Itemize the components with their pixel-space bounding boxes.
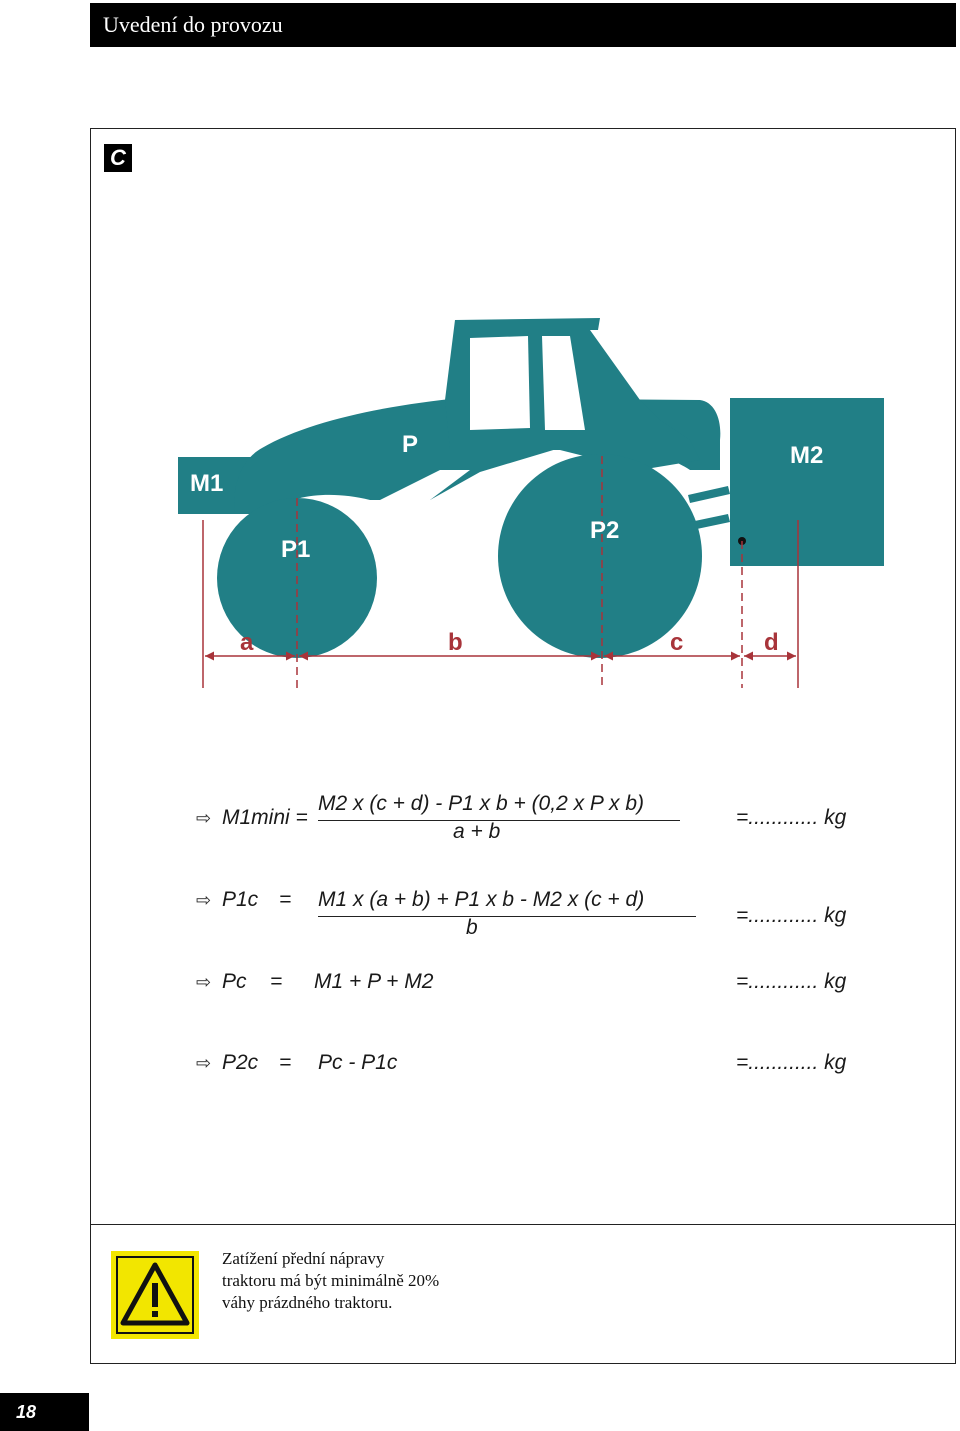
formula-numerator: M2 x (c + d) - P1 x b + (0,2 x P x b): [318, 792, 644, 815]
label-d: d: [764, 629, 779, 656]
hitch-upper-shape: [688, 486, 730, 503]
tractor-silhouette: [178, 318, 884, 658]
label-m2: M2: [790, 442, 824, 469]
arrow-right-icon: ⇨: [196, 808, 212, 828]
hitch-lower-shape: [690, 514, 730, 530]
rear-implement-shape: [730, 398, 884, 566]
label-b: b: [448, 629, 463, 656]
page-number: 18: [0, 1393, 89, 1431]
formula-result: =............ kg: [736, 1051, 847, 1074]
formula-eq: =: [279, 1051, 292, 1074]
formula-rhs: M1 + P + M2: [314, 970, 434, 993]
figure-label: C: [104, 144, 132, 172]
formula-result: =............ kg: [736, 970, 847, 993]
formula-result: =............ kg: [736, 904, 847, 927]
warning-icon: [111, 1251, 199, 1339]
label-p: P: [402, 431, 419, 458]
arrow-right-icon: ⇨: [196, 1053, 212, 1073]
formula-lhs: M1mini =: [222, 806, 308, 829]
formula-denominator: b: [466, 916, 478, 939]
section-title: Uvedení do provozu: [103, 12, 283, 37]
label-p2: P2: [590, 517, 620, 544]
formula-lhs: P2c: [222, 1051, 259, 1074]
formula-rhs: Pc - P1c: [318, 1051, 398, 1074]
window-front-shape: [470, 336, 530, 430]
arrow-right-icon: ⇨: [196, 972, 212, 992]
formula-denominator: a + b: [453, 820, 501, 843]
formula-result: =............ kg: [736, 806, 847, 829]
arrow-right-icon: ⇨: [196, 890, 212, 910]
formula-lhs: P1c: [222, 888, 259, 911]
fraction-line: [318, 916, 696, 917]
formula-lhs: Pc: [222, 970, 247, 993]
warning-note: Zatížení přední nápravy traktoru má být minimálně 20% váhy prázdného traktoru.: [222, 1249, 440, 1312]
label-m1: M1: [190, 470, 224, 497]
formula-eq: =: [279, 888, 292, 911]
formula-eq: =: [270, 970, 283, 993]
label-c: c: [670, 629, 684, 656]
frame-divider: [90, 1224, 956, 1225]
label-p1: P1: [281, 536, 311, 563]
rear-wheel-shape: [498, 454, 702, 658]
label-a: a: [240, 629, 254, 656]
formula-numerator: M1 x (a + b) + P1 x b - M2 x (c + d): [318, 888, 645, 911]
